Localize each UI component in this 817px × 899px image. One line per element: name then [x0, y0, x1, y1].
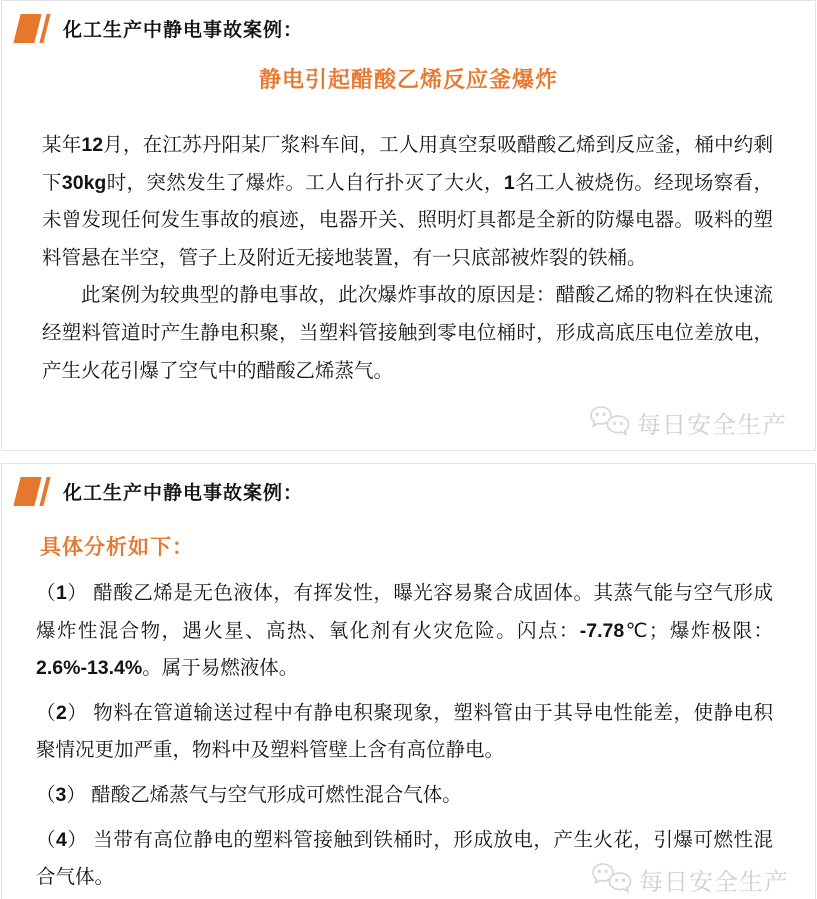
card-separator	[0, 451, 817, 463]
watermark	[589, 404, 787, 440]
slide-card-accident-case	[1, 0, 816, 451]
card-header-title: 化工生产中静电事故案例：	[63, 483, 304, 504]
slash-icon-stroke	[39, 14, 50, 43]
paragraph: 某年12月，在江苏丹阳某厂浆料车间，工人用真空泵吸醋酸乙烯到反应釜，桶中约剩下30kg时，突然发生了爆炸。工人自行扑灭了大火，1名工人被烧伤。经现场察看，未曾发现任何发生事故的痕迹，电器开关、照明灯具都是全新的防爆电器。吸料的塑料管悬在半空，管子上及附近无接地装置，有一只底部被炸裂的铁桶。	[42, 134, 773, 269]
paragraph: （3） 醋酸乙烯蒸气与空气形成可燃性混合气体。	[36, 783, 462, 806]
analysis-subtitle: 具体分析如下：	[40, 536, 194, 559]
watermark	[591, 861, 789, 897]
card-header	[2, 464, 815, 506]
paragraph: 此案例为较典型的静电事故，此次爆炸事故的原因是：醋酸乙烯的物料在快速流经塑料管道时产生静电积聚，当塑料管接触到零电位桶时，形成高底压电位差放电，产生火花引爆了空气中的醋酸乙烯蒸气。	[42, 284, 773, 382]
paragraph: （1） 醋酸乙烯是无色液体，有挥发性，曝光容易聚合成固体。其蒸气能与空气形成爆炸性混合物，遇火星、高热、氧化剂有火灾危险。闪点：-7.78℃；爆炸极限：2.6%-13.4%。属于易燃液体。	[36, 582, 773, 680]
watermark-label: 每日安全生产	[637, 411, 787, 439]
slide-body	[2, 575, 815, 897]
slide-body	[2, 127, 815, 390]
card-header	[2, 1, 815, 43]
wechat-logo-icon	[591, 861, 635, 897]
wechat-logo-icon	[589, 404, 633, 440]
watermark-label: 每日安全生产	[639, 868, 789, 896]
card-header-title: 化工生产中静电事故案例：	[63, 20, 304, 41]
slash-icon-block	[13, 14, 41, 43]
paragraph: （2） 物料在管道输送过程中有静电积聚现象，塑料管由于其导电性能差，使静电积聚情况更加严重，物料中及塑料管壁上含有高位静电。	[36, 701, 773, 762]
orange-slash-icon	[14, 14, 50, 43]
slash-icon-block	[13, 477, 41, 506]
slide-title: 静电引起醋酸乙烯反应釜爆炸	[258, 67, 558, 92]
slash-icon-stroke	[39, 477, 50, 506]
paragraph: （4） 当带有高位静电的塑料管接触到铁桶时，形成放电，产生火花，引爆可燃性混合气体。	[36, 828, 773, 889]
slide-card-analysis	[1, 463, 816, 899]
orange-slash-icon	[14, 477, 50, 506]
